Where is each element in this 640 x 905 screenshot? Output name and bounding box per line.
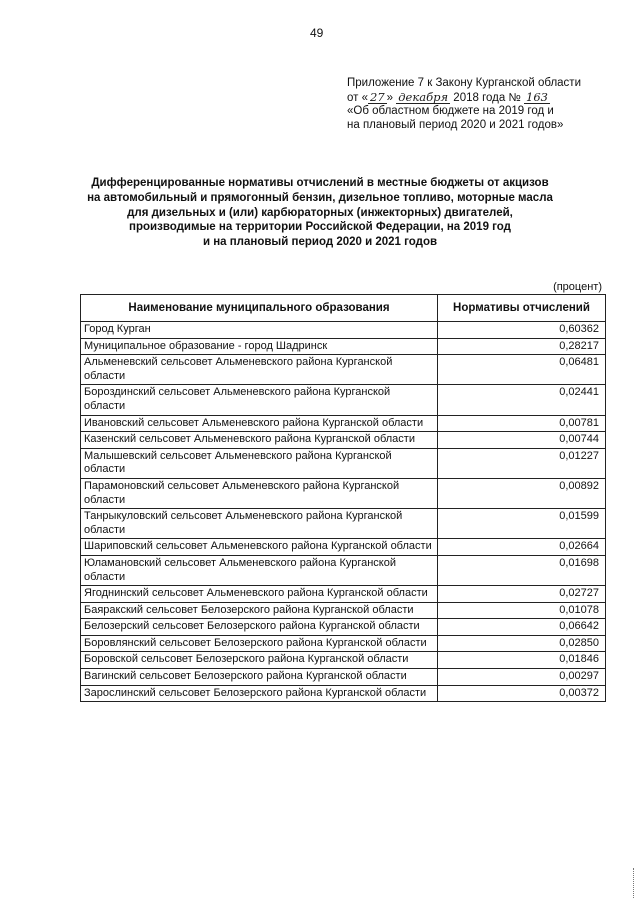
- table-row: [81, 619, 606, 636]
- table-row: [81, 685, 606, 702]
- handwritten-day: 27: [370, 89, 385, 104]
- appendix-line-3: «Об областном бюджете на 2019 год и: [347, 105, 554, 117]
- norm-value-cell: 0,06642: [438, 619, 606, 636]
- norm-value-cell: 0,02727: [438, 586, 606, 603]
- norm-value-cell: 0,00744: [438, 432, 606, 449]
- handwritten-law-number: 163: [526, 89, 548, 104]
- appendix-line-2: [347, 91, 617, 106]
- municipality-name-cell: Парамоновский сельсовет Альменевского района Курганской области: [81, 478, 438, 508]
- municipality-name-cell: Белозерский сельсовет Белозерского района Курганской области: [81, 619, 438, 636]
- table-row: [81, 555, 606, 585]
- norm-value-cell: 0,02850: [438, 635, 606, 652]
- table-row: [81, 355, 606, 385]
- municipality-name-cell: Муниципальное образование - город Шадринск: [81, 338, 438, 355]
- norms-table: [80, 294, 606, 702]
- municipality-name-cell: Альменевский сельсовет Альменевского района Курганской области: [81, 355, 438, 385]
- title-line: на автомобильный и прямогонный бензин, дизельное топливо, моторные масла: [87, 191, 553, 204]
- scan-edge-mark: [633, 868, 636, 898]
- municipality-name-cell: Город Курган: [81, 322, 438, 339]
- column-header-name: Наименование муниципального образования: [81, 295, 438, 322]
- norm-value-cell: 0,01698: [438, 555, 606, 585]
- title-line: производимые на территории Российской Федерации, на 2019 год: [129, 221, 511, 234]
- appendix-year-text: 2018 года №: [453, 91, 521, 104]
- table-row: [81, 602, 606, 619]
- title-line: Дифференцированные нормативы отчислений в местные бюджеты от акцизов: [91, 177, 549, 189]
- table-row: [81, 432, 606, 449]
- municipality-name-cell: Баяракский сельсовет Белозерского района Курганской области: [81, 602, 438, 619]
- norm-value-cell: 0,00892: [438, 478, 606, 508]
- norm-value-cell: 0,00781: [438, 415, 606, 432]
- document-title: [60, 176, 580, 250]
- table-row: [81, 539, 606, 556]
- table-row: [81, 635, 606, 652]
- municipality-name-cell: Ивановский сельсовет Альменевского района Курганской области: [81, 415, 438, 432]
- page-number: 49: [310, 26, 324, 40]
- column-header-value: Нормативы отчислений: [438, 295, 606, 322]
- norm-value-cell: 0,28217: [438, 338, 606, 355]
- norm-value-cell: 0,01599: [438, 509, 606, 539]
- municipality-name-cell: Боровской сельсовет Белозерского района Курганской области: [81, 652, 438, 669]
- table-row: [81, 322, 606, 339]
- table-row: [81, 385, 606, 415]
- table-row: [81, 509, 606, 539]
- title-line: для дизельных и (или) карбюраторных (инжекторных) двигателей,: [127, 206, 513, 219]
- municipality-name-cell: Боровлянский сельсовет Белозерского района Курганской области: [81, 635, 438, 652]
- handwritten-month: декабря: [398, 89, 449, 104]
- norm-value-cell: 0,06481: [438, 355, 606, 385]
- table-header-row: [81, 295, 606, 322]
- municipality-name-cell: Вагинский сельсовет Белозерского района Курганской области: [81, 669, 438, 686]
- norm-value-cell: 0,01227: [438, 448, 606, 478]
- municipality-name-cell: Малышевский сельсовет Альменевского района Курганской области: [81, 448, 438, 478]
- appendix-header: [347, 77, 617, 132]
- municipality-name-cell: Шариповский сельсовет Альменевского района Курганской области: [81, 539, 438, 556]
- norm-value-cell: 0,00297: [438, 669, 606, 686]
- table-row: [81, 586, 606, 603]
- norm-value-cell: 0,02441: [438, 385, 606, 415]
- municipality-name-cell: Бороздинский сельсовет Альменевского района Курганской области: [81, 385, 438, 415]
- municipality-name-cell: Казенский сельсовет Альменевского района Курганской области: [81, 432, 438, 449]
- norm-value-cell: 0,60362: [438, 322, 606, 339]
- norm-value-cell: 0,01846: [438, 652, 606, 669]
- municipality-name-cell: Ягоднинский сельсовет Альменевского района Курганской области: [81, 586, 438, 603]
- table-row: [81, 448, 606, 478]
- municipality-name-cell: Танрыкуловский сельсовет Альменевского района Курганской области: [81, 509, 438, 539]
- municipality-name-cell: Зарослинский сельсовет Белозерского района Курганской области: [81, 685, 438, 702]
- municipality-name-cell: Юламановский сельсовет Альменевского района Курганской области: [81, 555, 438, 585]
- table-row: [81, 669, 606, 686]
- table-row: [81, 478, 606, 508]
- table-row: [81, 415, 606, 432]
- unit-label: (процент): [553, 281, 602, 293]
- table-row: [81, 652, 606, 669]
- title-line: и на плановый период 2020 и 2021 годов: [202, 236, 438, 249]
- appendix-date-mid: »: [386, 91, 394, 104]
- table-row: [81, 338, 606, 355]
- appendix-date-prefix: от «: [347, 91, 369, 104]
- norm-value-cell: 0,00372: [438, 685, 606, 702]
- norm-value-cell: 0,02664: [438, 539, 606, 556]
- appendix-line-1: Приложение 7 к Закону Курганской области: [347, 77, 581, 89]
- norm-value-cell: 0,01078: [438, 602, 606, 619]
- appendix-line-4: на плановый период 2020 и 2021 годов»: [347, 118, 564, 131]
